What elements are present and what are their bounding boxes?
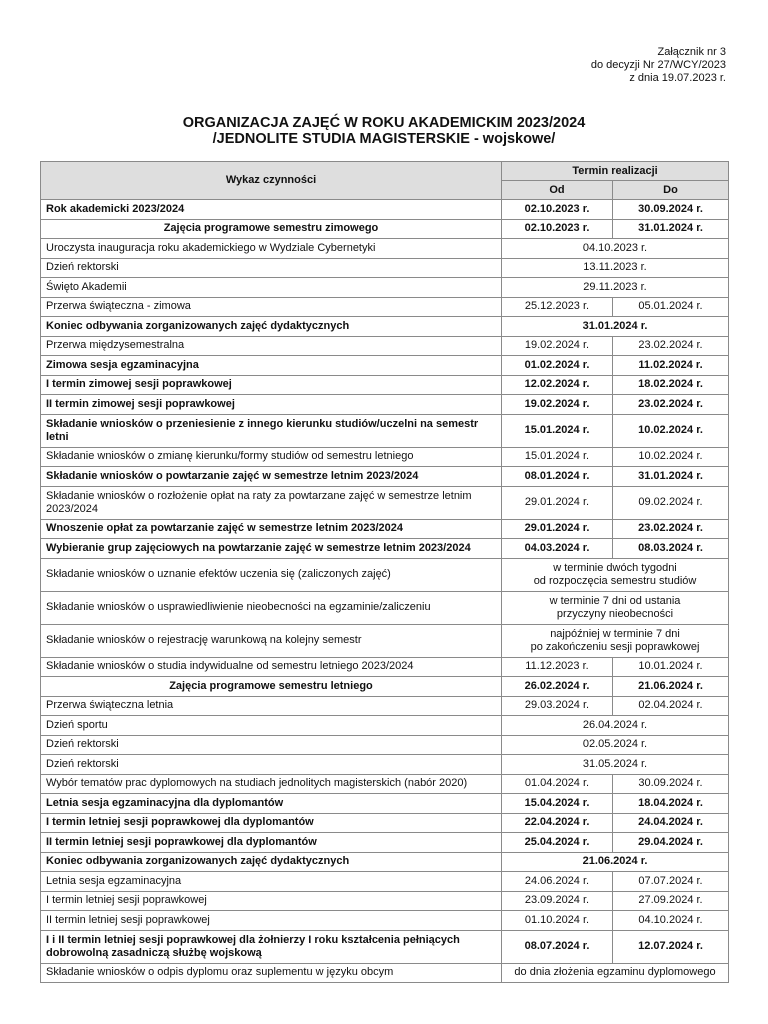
table-row bbox=[41, 657, 729, 677]
activity-cell: Składanie wniosków o przeniesienie z innego kierunku studiów/uczelni na semestr letni bbox=[41, 414, 502, 447]
activity-cell: Zajęcia programowe semestru letniego bbox=[41, 677, 502, 697]
activity-cell: Składanie wniosków o rejestrację warunkową na kolejny semestr bbox=[41, 624, 502, 657]
table-row bbox=[41, 696, 729, 716]
table-row bbox=[41, 911, 729, 931]
activity-cell: Przerwa świąteczna letnia bbox=[41, 696, 502, 716]
to-cell: 30.09.2024 r. bbox=[613, 774, 729, 794]
date-cell: 31.01.2024 r. bbox=[502, 317, 729, 337]
from-cell: 26.02.2024 r. bbox=[502, 677, 613, 697]
table-row bbox=[41, 677, 729, 697]
to-cell: 18.04.2024 r. bbox=[613, 794, 729, 814]
to-cell: 11.02.2024 r. bbox=[613, 356, 729, 376]
from-cell: 01.02.2024 r. bbox=[502, 356, 613, 376]
from-cell: 25.04.2024 r. bbox=[502, 833, 613, 853]
from-cell: 15.01.2024 r. bbox=[502, 447, 613, 467]
to-cell: 23.02.2024 r. bbox=[613, 336, 729, 356]
date-cell: 29.11.2023 r. bbox=[502, 278, 729, 298]
to-cell: 10.01.2024 r. bbox=[613, 657, 729, 677]
header-to: Do bbox=[613, 181, 729, 200]
from-cell: 29.01.2024 r. bbox=[502, 486, 613, 519]
to-cell: 30.09.2024 r. bbox=[613, 200, 729, 220]
table-row bbox=[41, 755, 729, 775]
table-row bbox=[41, 317, 729, 337]
deadline-line-2: przyczyny nieobecności bbox=[556, 607, 674, 620]
table-row bbox=[41, 735, 729, 755]
deadline-cell bbox=[502, 558, 729, 591]
table-row bbox=[41, 414, 729, 447]
activity-cell: Składanie wniosków o odpis dyplomu oraz suplementu w języku obcym bbox=[41, 963, 502, 983]
activity-cell: Składanie wniosków o zmianę kierunku/formy studiów od semestru letniego bbox=[41, 447, 502, 467]
from-cell: 22.04.2024 r. bbox=[502, 813, 613, 833]
to-cell: 09.02.2024 r. bbox=[613, 486, 729, 519]
from-cell: 25.12.2023 r. bbox=[502, 297, 613, 317]
table-row bbox=[41, 200, 729, 220]
activity-cell: Dzień rektorski bbox=[41, 755, 502, 775]
from-cell: 11.12.2023 r. bbox=[502, 657, 613, 677]
activity-cell: Przerwa międzysemestralna bbox=[41, 336, 502, 356]
table-row bbox=[41, 930, 729, 963]
deadline-line-2: od rozpoczęcia semestru studiów bbox=[533, 574, 697, 587]
table-row bbox=[41, 467, 729, 487]
to-cell: 05.01.2024 r. bbox=[613, 297, 729, 317]
activity-cell: I termin zimowej sesji poprawkowej bbox=[41, 375, 502, 395]
activity-cell: II termin letniej sesji poprawkowej dla dyplomantów bbox=[41, 833, 502, 853]
attachment-number: Załącznik nr 3 bbox=[657, 46, 726, 58]
activity-cell: Wybieranie grup zajęciowych na powtarzanie zajęć w semestrze letnim 2023/2024 bbox=[41, 539, 502, 559]
to-cell: 23.02.2024 r. bbox=[613, 395, 729, 415]
activity-cell: Koniec odbywania zorganizowanych zajęć dydaktycznych bbox=[41, 317, 502, 337]
table-row bbox=[41, 813, 729, 833]
attachment-decision: do decyzji Nr 27/WCY/2023 bbox=[590, 59, 726, 71]
to-cell: 02.04.2024 r. bbox=[613, 696, 729, 716]
deadline-line-1: w terminie dwóch tygodni bbox=[553, 561, 677, 574]
to-cell: 21.06.2024 r. bbox=[613, 677, 729, 697]
activity-cell: Zimowa sesja egzaminacyjna bbox=[41, 356, 502, 376]
table-row bbox=[41, 539, 729, 559]
table-row bbox=[41, 375, 729, 395]
to-cell: 24.04.2024 r. bbox=[613, 813, 729, 833]
title-line-1: ORGANIZACJA ZAJĘĆ W ROKU AKADEMICKIM 2023/2024 bbox=[182, 115, 586, 131]
to-cell: 23.02.2024 r. bbox=[613, 519, 729, 539]
deadline-cell bbox=[502, 624, 729, 657]
table-row bbox=[41, 486, 729, 519]
table-row bbox=[41, 833, 729, 853]
deadline-line-2: po zakończeniu sesji poprawkowej bbox=[530, 640, 700, 653]
table-row bbox=[41, 219, 729, 239]
from-cell: 19.02.2024 r. bbox=[502, 395, 613, 415]
table-row bbox=[41, 356, 729, 376]
activity-cell: Przerwa świąteczna - zimowa bbox=[41, 297, 502, 317]
activity-cell: Wybór tematów prac dyplomowych na studiach jednolitych magisterskich (nabór 2020) bbox=[41, 774, 502, 794]
activity-cell: Składanie wniosków o usprawiedliwienie nieobecności na egzaminie/zaliczeniu bbox=[41, 591, 502, 624]
deadline-cell bbox=[502, 591, 729, 624]
from-cell: 23.09.2024 r. bbox=[502, 891, 613, 911]
date-cell: 02.05.2024 r. bbox=[502, 735, 729, 755]
activity-cell: Zajęcia programowe semestru zimowego bbox=[41, 219, 502, 239]
to-cell: 29.04.2024 r. bbox=[613, 833, 729, 853]
activity-cell: Składanie wniosków o uznanie efektów uczenia się (zaliczonych zajęć) bbox=[41, 558, 502, 591]
from-cell: 02.10.2023 r. bbox=[502, 219, 613, 239]
from-cell: 02.10.2023 r. bbox=[502, 200, 613, 220]
table-row bbox=[41, 258, 729, 278]
table-row bbox=[41, 716, 729, 736]
activity-cell: Letnia sesja egzaminacyjna bbox=[41, 872, 502, 892]
activity-cell: Dzień sportu bbox=[41, 716, 502, 736]
activity-cell: Rok akademicki 2023/2024 bbox=[41, 200, 502, 220]
activity-cell: Święto Akademii bbox=[41, 278, 502, 298]
deadline-line-1: w terminie 7 dni od ustania bbox=[549, 594, 681, 607]
to-cell: 10.02.2024 r. bbox=[613, 447, 729, 467]
to-cell: 10.02.2024 r. bbox=[613, 414, 729, 447]
to-cell: 27.09.2024 r. bbox=[613, 891, 729, 911]
date-cell: 13.11.2023 r. bbox=[502, 258, 729, 278]
date-cell: 21.06.2024 r. bbox=[502, 852, 729, 872]
from-cell: 15.01.2024 r. bbox=[502, 414, 613, 447]
table-row bbox=[41, 297, 729, 317]
table-row bbox=[41, 624, 729, 657]
from-cell: 19.02.2024 r. bbox=[502, 336, 613, 356]
to-cell: 18.02.2024 r. bbox=[613, 375, 729, 395]
table-row bbox=[41, 336, 729, 356]
activity-cell: Koniec odbywania zorganizowanych zajęć dydaktycznych bbox=[41, 852, 502, 872]
date-cell: do dnia złożenia egzaminu dyplomowego bbox=[502, 963, 729, 983]
table-row bbox=[41, 558, 729, 591]
header-term: Termin realizacji bbox=[502, 162, 729, 181]
table-row bbox=[41, 963, 729, 983]
activity-cell: II termin zimowej sesji poprawkowej bbox=[41, 395, 502, 415]
to-cell: 12.07.2024 r. bbox=[613, 930, 729, 963]
date-cell: 26.04.2024 r. bbox=[502, 716, 729, 736]
to-cell: 08.03.2024 r. bbox=[613, 539, 729, 559]
table-row bbox=[41, 395, 729, 415]
to-cell: 31.01.2024 r. bbox=[613, 219, 729, 239]
from-cell: 29.03.2024 r. bbox=[502, 696, 613, 716]
deadline-line-1: najpóźniej w terminie 7 dni bbox=[550, 627, 680, 640]
schedule-table bbox=[40, 161, 729, 983]
attachment-date: z dnia 19.07.2023 r. bbox=[629, 72, 726, 84]
activity-cell: Wnoszenie opłat za powtarzanie zajęć w semestrze letnim 2023/2024 bbox=[41, 519, 502, 539]
activity-cell: I termin letniej sesji poprawkowej dla dyplomantów bbox=[41, 813, 502, 833]
document-title bbox=[0, 115, 768, 147]
from-cell: 24.06.2024 r. bbox=[502, 872, 613, 892]
activity-cell: Uroczysta inauguracja roku akademickiego w Wydziale Cybernetyki bbox=[41, 239, 502, 259]
table-row bbox=[41, 774, 729, 794]
from-cell: 12.02.2024 r. bbox=[502, 375, 613, 395]
from-cell: 01.04.2024 r. bbox=[502, 774, 613, 794]
date-cell: 31.05.2024 r. bbox=[502, 755, 729, 775]
from-cell: 04.03.2024 r. bbox=[502, 539, 613, 559]
table-row bbox=[41, 239, 729, 259]
from-cell: 08.07.2024 r. bbox=[502, 930, 613, 963]
from-cell: 15.04.2024 r. bbox=[502, 794, 613, 814]
from-cell: 08.01.2024 r. bbox=[502, 467, 613, 487]
header-from: Od bbox=[502, 181, 613, 200]
activity-cell: II termin letniej sesji poprawkowej bbox=[41, 911, 502, 931]
table-row bbox=[41, 519, 729, 539]
activity-cell: Dzień rektorski bbox=[41, 735, 502, 755]
activity-cell: Dzień rektorski bbox=[41, 258, 502, 278]
header-activity: Wykaz czynności bbox=[41, 162, 502, 200]
date-cell: 04.10.2023 r. bbox=[502, 239, 729, 259]
activity-cell: I i II termin letniej sesji poprawkowej dla żołnierzy I roku kształcenia pełniących dobrowolną zasadniczą służbę wojskową bbox=[41, 930, 502, 963]
from-cell: 29.01.2024 r. bbox=[502, 519, 613, 539]
table-row bbox=[41, 852, 729, 872]
table-row bbox=[41, 447, 729, 467]
table-row bbox=[41, 891, 729, 911]
to-cell: 07.07.2024 r. bbox=[613, 872, 729, 892]
table-row bbox=[41, 872, 729, 892]
activity-cell: I termin letniej sesji poprawkowej bbox=[41, 891, 502, 911]
table-row bbox=[41, 278, 729, 298]
title-line-2: /JEDNOLITE STUDIA MAGISTERSKIE - wojskowe/ bbox=[212, 131, 556, 147]
activity-cell: Składanie wniosków o powtarzanie zajęć w semestrze letnim 2023/2024 bbox=[41, 467, 502, 487]
activity-cell: Składanie wniosków o studia indywidualne od semestru letniego 2023/2024 bbox=[41, 657, 502, 677]
activity-cell: Składanie wniosków o rozłożenie opłat na raty za powtarzane zajęć w semestrze letnim 2023/2024 bbox=[41, 486, 502, 519]
activity-cell: Letnia sesja egzaminacyjna dla dyplomantów bbox=[41, 794, 502, 814]
to-cell: 31.01.2024 r. bbox=[613, 467, 729, 487]
to-cell: 04.10.2024 r. bbox=[613, 911, 729, 931]
table-row bbox=[41, 794, 729, 814]
table-row bbox=[41, 591, 729, 624]
attachment-note bbox=[466, 46, 726, 85]
from-cell: 01.10.2024 r. bbox=[502, 911, 613, 931]
